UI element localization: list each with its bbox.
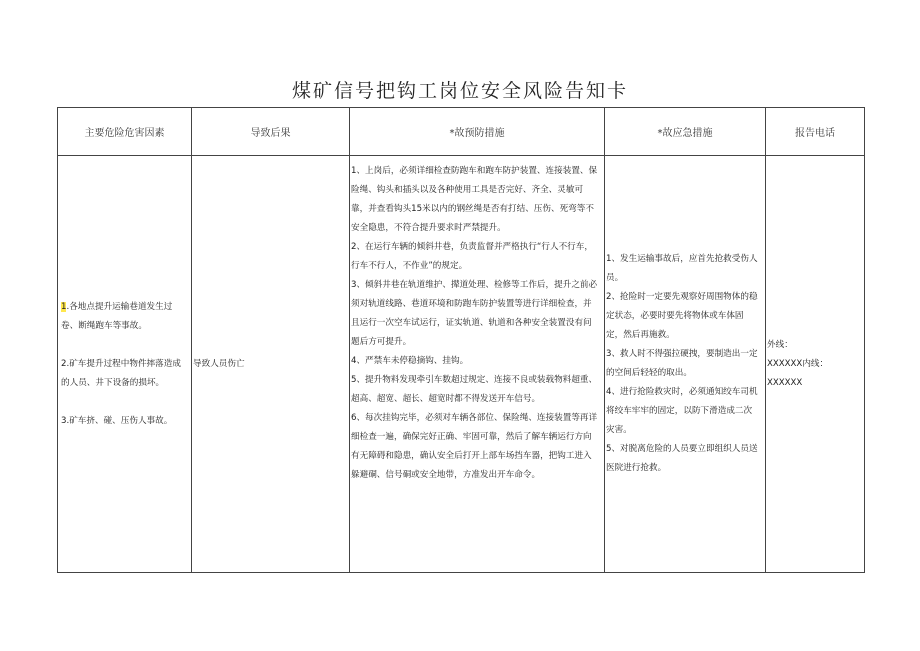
- table-body-row: [58, 156, 865, 573]
- page-title: 煤矿信号把钩工岗位安全风险告知卡: [291, 80, 628, 102]
- prevention-item: 4、严禁车未停稳摘钩、挂钩。: [351, 356, 469, 366]
- risk-notice-table: [57, 107, 865, 573]
- inside-line-value: XXXXXX: [767, 377, 803, 388]
- table-header-row: [58, 108, 865, 156]
- prevention-cell: [350, 156, 605, 573]
- outside-line-value: XXXXXX: [767, 358, 803, 369]
- hazard-item-1-number: 1: [61, 301, 67, 312]
- consequence-cell: 导致人员伤亡: [192, 156, 350, 573]
- emergency-item: 1、发生运输事故后，应首先抢救受伤人员。: [606, 254, 758, 283]
- phone-numbers: [767, 355, 863, 393]
- hazard-item-2: 2.矿车提升过程中物件摔落造成的人员、井下设备的损坏。: [61, 358, 181, 388]
- emergency-cell: [605, 156, 766, 573]
- header-emergency: *故应急措施: [605, 108, 766, 156]
- prevention-item: 2、在运行车辆的倾斜井巷，负责监督并严格执行“行人不行车，行车不行人，不作业”的规定。: [351, 242, 593, 271]
- emergency-item: 4、进行抢险救灾时，必须通知绞车司机将绞车牢牢的固定，以防下滑造成二次灾害。: [606, 387, 758, 435]
- header-consequence: 导致后果: [192, 108, 350, 156]
- hazard-item-1-text: .各地点提升运输巷道发生过卷、断绳跑车等事故。: [61, 301, 173, 331]
- emergency-item: 2、抢险时一定要先观察好周围物体的稳定状态，必要时要先将物体或车体固定，然后再施救。: [606, 292, 758, 340]
- prevention-item: 5、提升物料发现牵引车数超过规定、连接不良或装载物料超重、超高、超宽、超长、超宽时都不得发送开车信号。: [351, 375, 598, 404]
- hazard-item-1: [61, 298, 183, 336]
- hazards-cell: [58, 156, 192, 573]
- phone-cell: [766, 156, 865, 573]
- header-phone: 报告电话: [766, 108, 865, 156]
- inside-line-label: 内线：: [802, 358, 829, 369]
- header-prevention: *故预防措施: [350, 108, 605, 156]
- outside-line-label: 外线：: [767, 339, 793, 350]
- hazard-item-3: 3.矿车挤、碰、压伤人事故。: [61, 415, 173, 426]
- emergency-item: 3、救人时不得强拉硬拽，要制造出一定的空间后轻轻的取出。: [606, 349, 758, 378]
- emergency-item: 5、对脱离危险的人员要立即组织人员送医院进行抢救。: [606, 444, 758, 473]
- header-hazards: 主要危险危害因素: [58, 108, 192, 156]
- prevention-item: 1、上岗后，必须详细检查防跑车和跑车防护装置、连接装置、保险绳、钩头和插头以及各种使用工具是否完好、齐全、灵敏可靠，并查看钩头15米以内的钢丝绳是否有打结、压伤、死弯等不安全隐患，不符合提升要求时严禁提升。: [351, 166, 598, 233]
- prevention-item: 3、倾斜井巷在轨道维护、撵道处理、检修等工作后，提升之前必须对轨道线路、巷道环境和防跑车防护装置等进行详细检查，并且运行一次空车试运行，证实轨道、轨道和各种安全装置没有问题后方可提升。: [351, 280, 598, 347]
- prevention-item: 6、每次挂钩完毕，必须对车辆各部位、保险绳、连接装置等再详细检查一遍，确保完好正确、牢固可靠，然后了解车辆运行方向有无障碍和隐患，确认安全后打开上部车场挡车器，把钩工进入躲避硐、信号硐或安全地带，方准发出开车命令。: [351, 413, 598, 480]
